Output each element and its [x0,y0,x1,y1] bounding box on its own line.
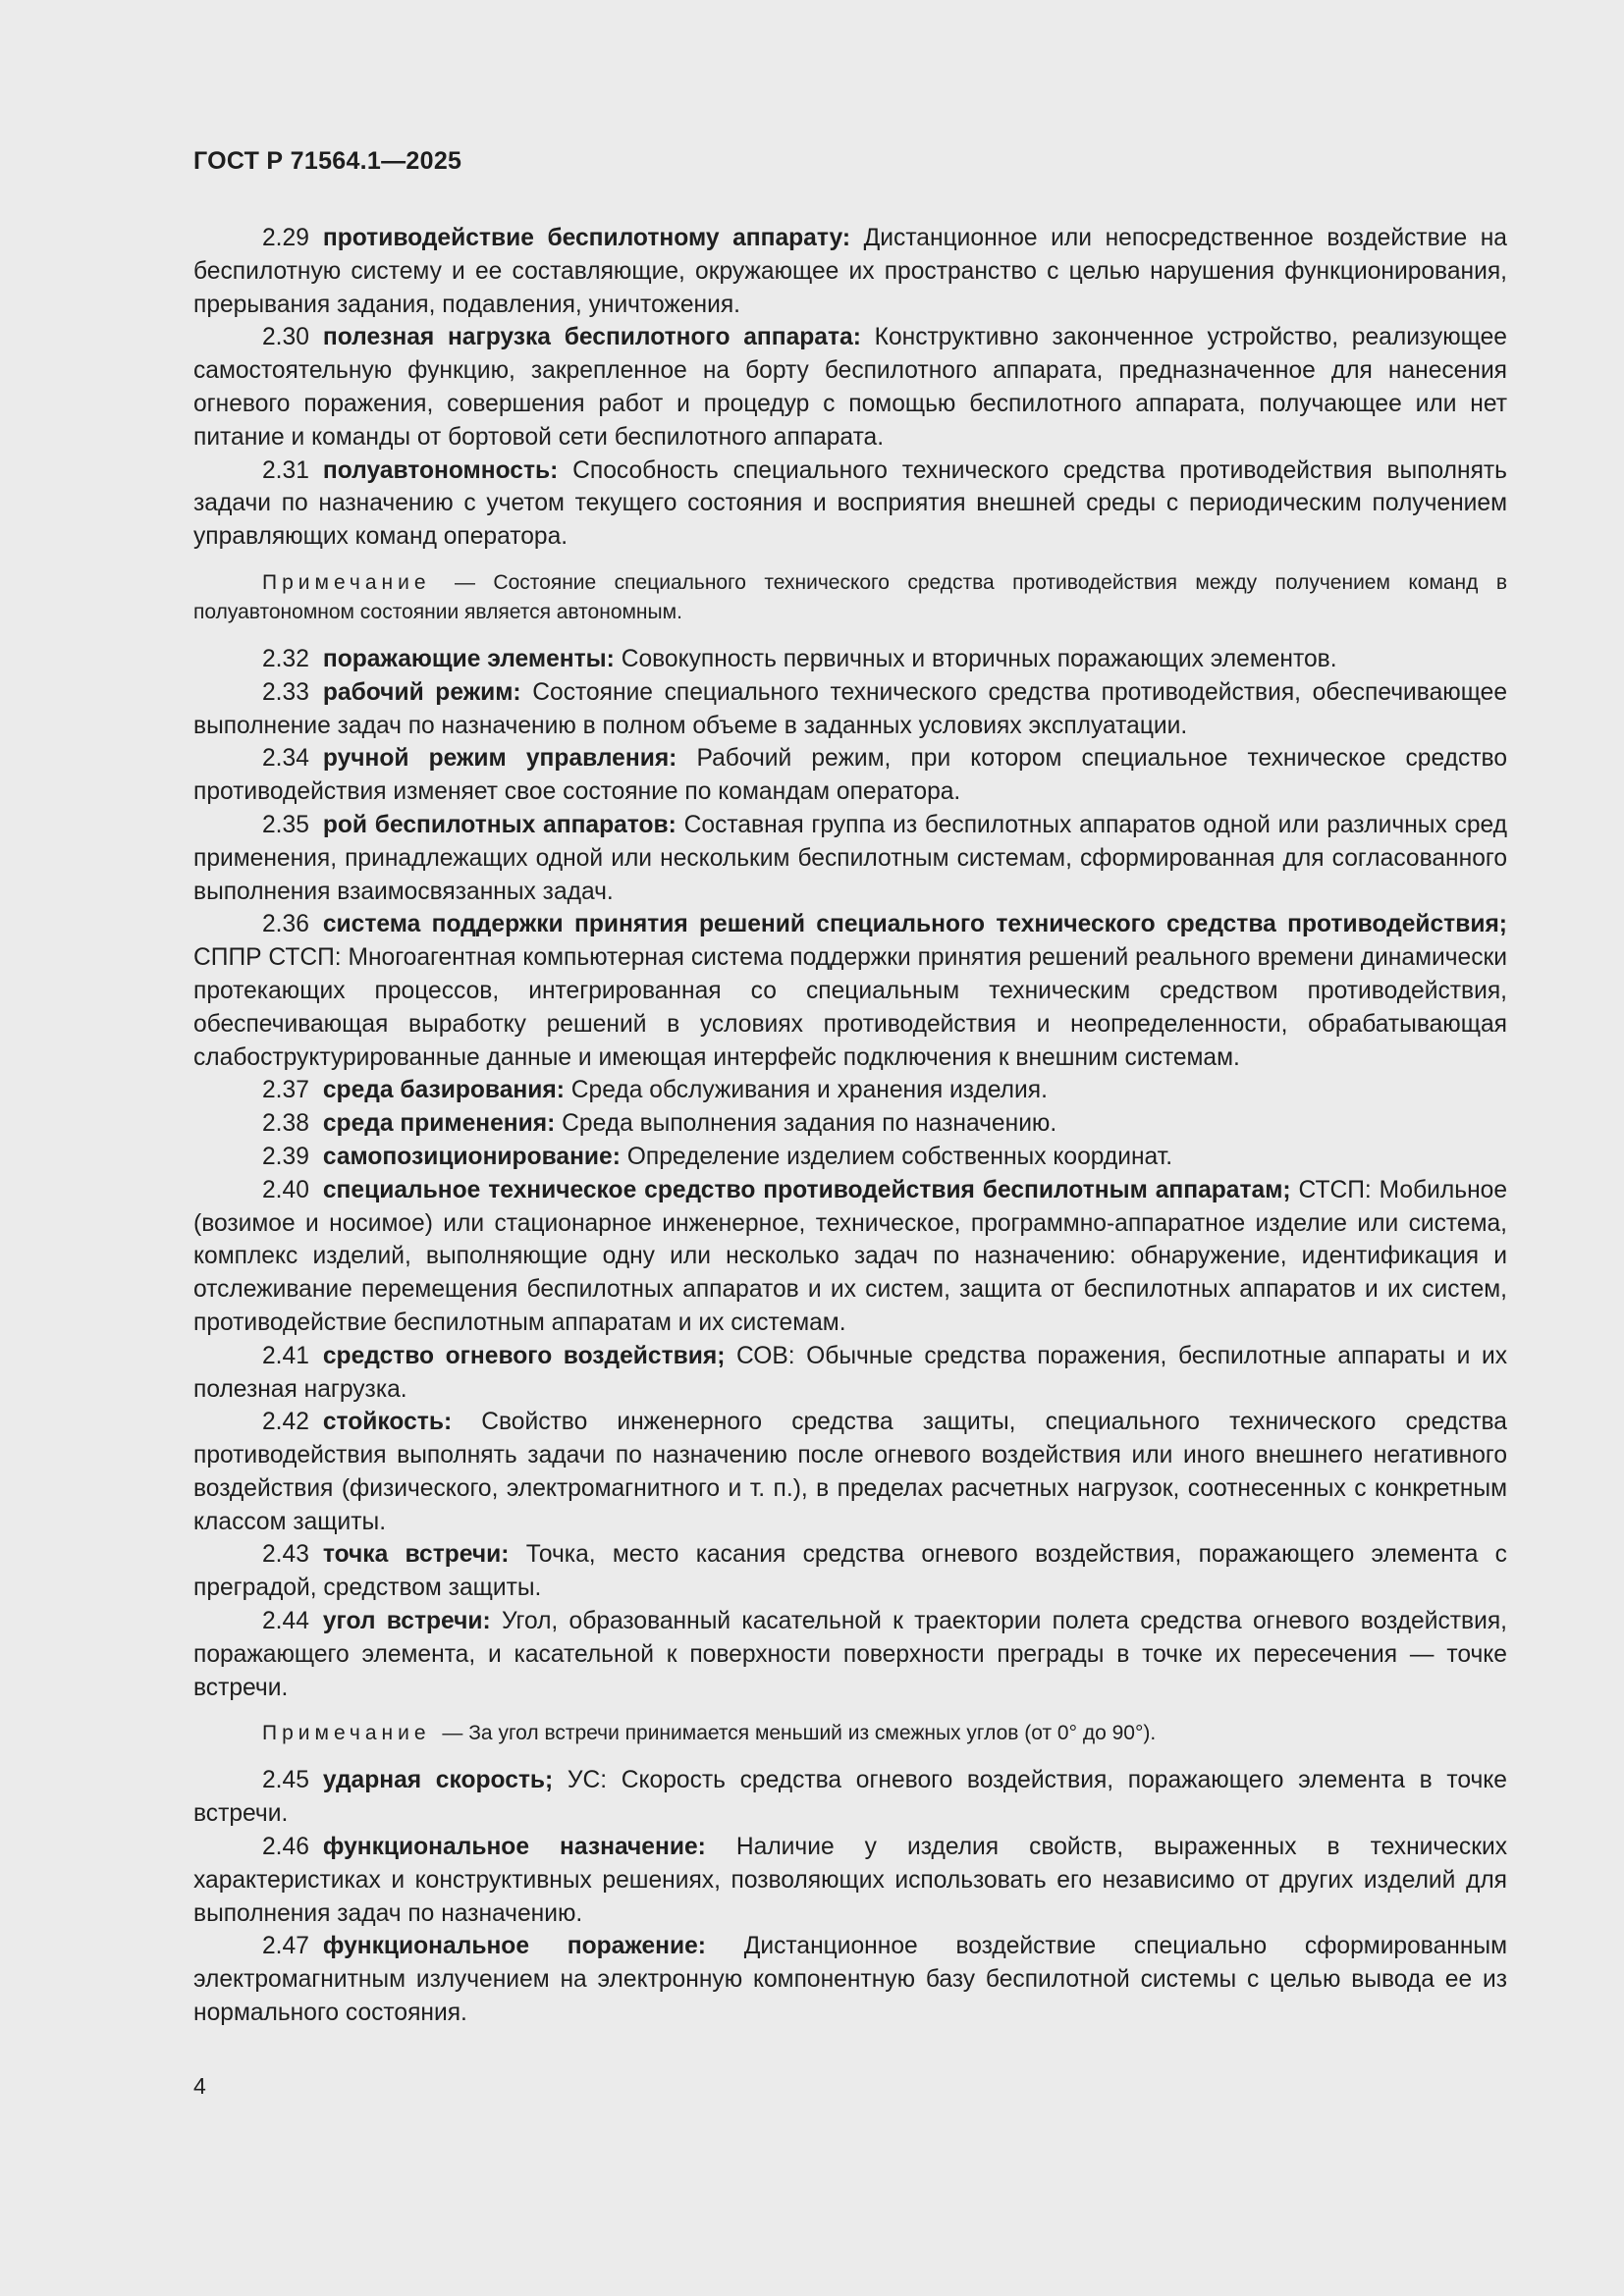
term-entry [193,1074,1507,1107]
term-entry [193,1538,1507,1605]
term-entry [193,1406,1507,1538]
entry-definition: Угол, образованный касательной к траектории полета средства огневого воздействия, поражающего элемента, и касательной к поверхности поверхности преграды в точке их пересечения — точке встречи. [193,1608,1507,1701]
entry-definition: Свойство инженерного средства защиты, специального технического средства противодействия выполнять задачи по назначению после огневого воздействия или иного внешнего негативного воздействия (физического, электромагнитного и т. п.), в пределах расчетных нагрузок, соотнесенных с конкретным классом защиты. [193,1409,1507,1535]
entry-number: 2.38 [262,1110,309,1138]
entry-term: средство огневого воздействия; [322,1342,726,1369]
entry-definition: Наличие у изделия свойств, выраженных в технических характеристиках и конструктивных решениях, позволяющих использовать его независимо от других изделий для выполнения задач по назначению. [193,1834,1507,1927]
entry-definition: Способность специального технического средства противодействия выполнять задачи по назначению с учетом текущего состояния и восприятия внешней среды с периодическим получением управляющих команд оператора. [193,456,1507,551]
note [193,1719,1507,1748]
note-text: — За угол встречи принимается меньший из смежных углов (от 0° до 90°). [442,1722,1157,1745]
entry-number: 2.47 [262,1933,309,1960]
entry-number: 2.44 [262,1608,309,1635]
term-entry [193,908,1507,1074]
entry-definition: Определение изделием собственных координат. [626,1143,1173,1170]
term-entry [193,1340,1507,1407]
entry-number: 2.43 [262,1541,309,1569]
entry-number: 2.45 [262,1767,309,1794]
entry-term: ручной режим управления: [322,745,677,773]
entry-term: рабочий режим: [322,678,521,706]
entry-number: 2.40 [262,1176,309,1203]
term-entry [193,742,1507,809]
entry-term: среда базирования: [322,1077,565,1104]
note-label: Примечание [262,1722,431,1745]
term-entry [193,1605,1507,1704]
entry-number: 2.31 [262,456,309,484]
entry-number: 2.29 [262,225,309,251]
entry-number: 2.41 [262,1342,309,1369]
entry-definition: УС: Скорость средства огневого воздействия, поражающего элемента в точке встречи. [193,1767,1507,1828]
entry-number: 2.33 [262,678,309,706]
entry-term: точка встречи: [322,1541,510,1569]
term-entry [193,643,1507,676]
term-entry [193,1764,1507,1831]
entry-definition: Совокупность первичных и вторичных поражающих элементов. [621,645,1337,672]
entry-definition: СОВ: Обычные средства поражения, беспилотные аппараты и их полезная нагрузка. [193,1342,1507,1403]
entry-term: специальное техническое средство противодействия беспилотным аппаратам; [322,1176,1291,1203]
entry-number: 2.42 [262,1409,309,1436]
entry-term: самопозиционирование: [322,1143,621,1170]
entry-number: 2.30 [262,324,309,351]
entry-definition: Рабочий режим, при котором специальное техническое средство противодействия изменяет свое состояние по командам оператора. [193,745,1507,806]
document-body [193,222,1507,2030]
entry-definition: Дистанционное или непосредственное воздействие на беспилотную систему и ее составляющие, окружающее их пространство с целью нарушения функционирования, прерывания задания, подавления, уничтожения. [193,225,1507,318]
term-entry [193,809,1507,908]
entry-term: стойкость: [322,1409,453,1436]
entry-term: среда применения: [322,1110,556,1138]
entry-number: 2.39 [262,1143,309,1170]
entry-term: поражающие элементы: [322,645,615,672]
term-entry [193,222,1507,321]
entry-definition: Составная группа из беспилотных аппаратов одной или различных сред применения, принадлежащих одной или нескольким беспилотным системам, сформированная для согласованного выполнения взаимосвязанных задач. [193,811,1507,905]
entry-term: полезная нагрузка беспилотного аппарата: [322,324,861,351]
entry-term: рой беспилотных аппаратов: [322,811,677,838]
entry-definition: Состояние специального технического средства противодействия, обеспечивающее выполнение задач по назначению в полном объеме в заданных условиях эксплуатации. [193,678,1508,739]
term-entry [193,454,1507,554]
term-entry [193,1930,1507,2029]
term-entry [193,676,1507,743]
entry-definition: Среда обслуживания и хранения изделия. [570,1077,1048,1104]
entry-number: 2.32 [262,645,309,672]
term-entry [193,1107,1507,1141]
entry-definition: Среда выполнения задания по назначению. [562,1110,1057,1138]
entry-term: ударная скорость; [322,1767,554,1794]
entry-definition: СТСП: Мобильное (возимое и носимое) или стационарное инженерное, техническое, программно-аппаратное изделие или система, комплекс изделий, выполняющие одну или несколько задач по назначению: обнаружение, идентификация и отслеживание перемещения беспилотных аппаратов и их систем, защита от беспилотных аппаратов и их систем, противодействие беспилотным аппаратам и их системам. [193,1176,1508,1336]
entry-definition: СППР СТСП: Многоагентная компьютерная система поддержки принятия решений реального времени динамически протекающих процессов, интегрированная со специальным техническим средством противодействия, обеспечивающая выработку решений в условиях противодействия и неопределенности, обрабатывающая слабоструктурированные данные и имеющая интерфейс подключения к внешним системам. [193,944,1507,1071]
entry-term: угол встречи: [322,1608,491,1635]
note-text: — Состояние специального технического средства противодействия между получением команд в полуавтономном состоянии является автономным. [193,570,1507,623]
term-entry [193,1141,1507,1174]
entry-definition: Точка, место касания средства огневого воздействия, поражающего элемента с преградой, средством защиты. [193,1541,1507,1602]
entry-definition: Дистанционное воздействие специально сформированным электромагнитным излучением на электронную компонентную базу беспилотной системы с целью вывода ее из нормального состояния. [193,1933,1508,2027]
term-entry [193,1174,1507,1340]
entry-term: система поддержки принятия решений специального технического средства противодействия; [322,911,1507,938]
entry-number: 2.46 [262,1834,309,1861]
entry-term: полуавтономность: [322,456,559,484]
entry-number: 2.36 [262,911,309,938]
entry-number: 2.34 [262,745,309,773]
entry-term: функциональное поражение: [322,1933,706,1960]
term-entry [193,321,1507,454]
page-number: 4 [193,2073,206,2099]
entry-number: 2.37 [262,1077,309,1104]
note [193,568,1507,627]
entry-definition: Конструктивно законченное устройство, реализующее самостоятельную функцию, закрепленное на борту беспилотного аппарата, предназначенное для нанесения огневого поражения, совершения работ и процедур с помощью беспилотного аппарата, получающее или нет питание и команды от бортовой сети беспилотного аппарата. [193,324,1507,451]
entry-term: противодействие беспилотному аппарату: [322,225,851,251]
entry-term: функциональное назначение: [322,1834,706,1861]
note-label: Примечание [262,570,431,594]
term-entry [193,1831,1507,1930]
entry-number: 2.35 [262,811,309,838]
document-header: ГОСТ Р 71564.1—2025 [193,147,462,175]
